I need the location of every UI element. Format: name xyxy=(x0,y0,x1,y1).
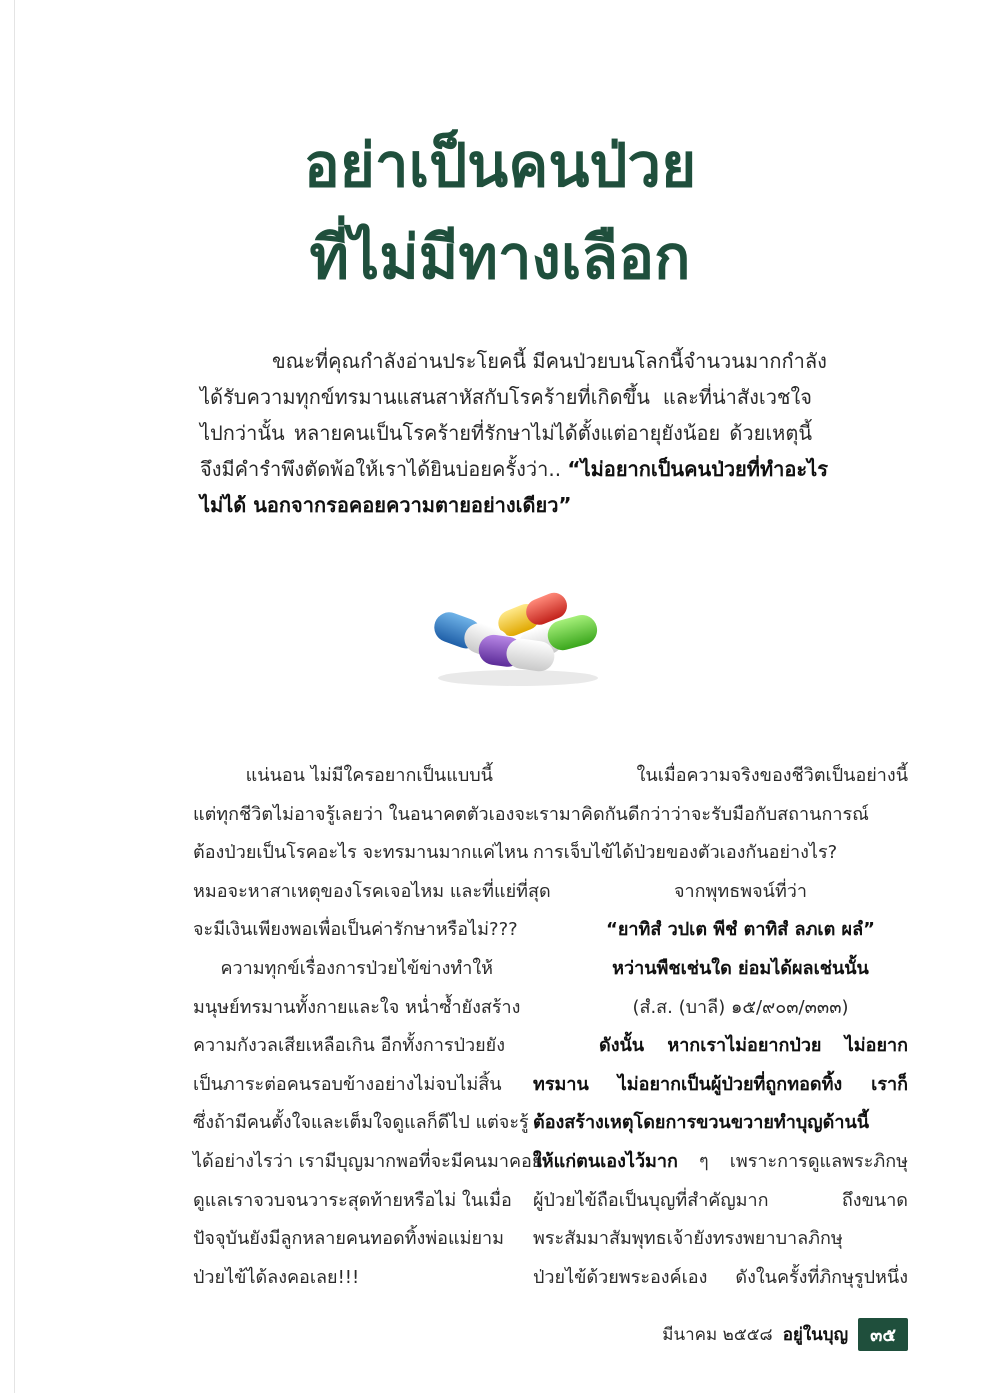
intro-quote: ไม่ได้ นอกจากรอคอยความตายอย่างเดียว” xyxy=(200,493,572,517)
intro-line xyxy=(200,487,812,523)
page-edge-rule xyxy=(14,0,15,1393)
body-line: เป็นภาระต่อคนรอบข้างอย่างไม่จบไม่สิ้น xyxy=(193,1073,502,1095)
body-line: มนุษย์ทรมานทั้งกายและใจ หน่ำซ้ำยังสร้าง xyxy=(193,996,521,1018)
body-line: ผู้ป่วยไข้ถือเป็นบุญที่สำคัญมาก ถึงขนาด xyxy=(533,1189,908,1211)
capsule-pills-illustration xyxy=(426,582,606,692)
body-line: ความกังวลเสียเหลือเกิน อีกทั้งการป่วยยัง xyxy=(193,1035,506,1057)
left-column xyxy=(193,757,551,1297)
body-line xyxy=(533,1143,908,1182)
thai-quote: หว่านพืชเช่นใด ย่อมได้ผลเช่นนั้น xyxy=(612,957,869,979)
body-line: แน่นอน ไม่มีใครอยากเป็นแบบนี้ xyxy=(245,765,493,786)
article-intro xyxy=(200,343,828,523)
magazine-name: อยู่ในบุญ xyxy=(782,1325,849,1345)
page-footer xyxy=(662,1318,908,1351)
body-line: พระสัมมาสัมพุทธเจ้ายังทรงพยาบาลภิกษุ xyxy=(533,1228,843,1250)
issue-date: มีนาคม ๒๕๕๘ xyxy=(662,1325,773,1345)
article-title-line-2: ที่ไม่มีทางเลือก xyxy=(309,223,691,293)
article-title-line-1: อย่าเป็นคนป่วย xyxy=(303,131,697,201)
intro-line xyxy=(200,451,828,487)
scripture-citation: (สํ.ส. (บาลี) ๑๕/๙๐๓/๓๓๓) xyxy=(632,996,849,1018)
intro-quote: “ไม่อยากเป็นคนป่วยที่ทำอะไร xyxy=(567,457,828,481)
body-line: จากพุทธพจน์ที่ว่า xyxy=(673,880,808,902)
body-line: การเจ็บไข้ได้ป่วยของตัวเองกันอย่างไร? xyxy=(533,842,838,864)
body-line: ได้อย่างไรว่า เรามีบุญมากพอที่จะมีคนมาคอย xyxy=(193,1150,543,1172)
body-line: จะมีเงินเพียงพอเพื่อเป็นค่ารักษาหรือไม่??? xyxy=(193,919,518,941)
body-line: ความทุกข์เรื่องการป่วยไข้ข่างทำให้ xyxy=(220,957,493,979)
bold-phrase: ให้แก่ตนเองไว้มาก xyxy=(533,1150,678,1172)
body-line: เรามาคิดกันดีกว่าว่าจะรับมือกับสถานการณ์ xyxy=(533,803,869,825)
body-line: ปัจจุบันยังมีลูกหลายคนทอดทิ้งพ่อแม่ยาม xyxy=(193,1228,504,1250)
intro-line: ไปกว่านั้น หลายคนเป็นโรคร้ายที่รักษาไม่ได้ตั้งแต่อายุยังน้อย ด้วยเหตุนี้ xyxy=(200,421,812,445)
page-number: ๓๕ xyxy=(858,1318,908,1351)
body-text: ๆ เพราะการดูแลพระภิกษุ xyxy=(677,1150,908,1172)
body-line: ในเมื่อความจริงของชีวิตเป็นอย่างนี้ xyxy=(636,765,908,786)
body-line: แต่ทุกชีวิตไม่อาจรู้เลยว่า ในอนาคตตัวเองจะ xyxy=(193,803,535,825)
body-line: หมอจะหาสาเหตุของโรคเจอไหม และที่แย่ที่สุด xyxy=(193,880,551,902)
body-line: ทรมาน ไม่อยากเป็นผู้ป่วยที่ถูกทอดทิ้ง เราก็ xyxy=(533,1073,908,1095)
body-line: ต้องสร้างเหตุโดยการขวนขวายทำบุญด้านนี้ xyxy=(533,1112,870,1134)
body-line: ซึ่งถ้ามีคนตั้งใจและเต็มใจดูแลก็ดีไป แต่จะรู้ xyxy=(193,1112,529,1134)
intro-line: ได้รับความทุกข์ทรมานแสนสาหัสกับโรคร้ายที่เกิดขึ้น และที่น่าสังเวชใจ xyxy=(200,385,812,409)
body-line: ดูแลเราจวบจนวาระสุดท้ายหรือไม่ ในเมื่อ xyxy=(193,1189,512,1211)
body-line: ป่วยไข้ได้ลงคอเลย!!! xyxy=(193,1266,360,1288)
right-column xyxy=(533,757,908,1297)
body-line: ต้องป่วยเป็นโรคอะไร จะทรมานมากแค่ไหน xyxy=(193,842,529,864)
intro-line: ขณะที่คุณกำลังอ่านประโยคนี้ มีคนป่วยบนโลกนี้จำนวนมากกำลัง xyxy=(272,349,827,373)
body-line: ดังนั้น หากเราไม่อยากป่วย ไม่อยาก xyxy=(599,1035,908,1057)
body-line: ป่วยไข้ด้วยพระองค์เอง ดังในครั้งที่ภิกษุรูปหนึ่ง xyxy=(533,1266,908,1288)
intro-text: จึงมีคำรำพึงตัดพ้อให้เราได้ยินบ่อยครั้งว่า.. xyxy=(200,457,568,481)
pali-quote: “ยาทิสํ วปเต พีชํ ตาทิสํ ลภเต ผลํ” xyxy=(606,919,875,941)
